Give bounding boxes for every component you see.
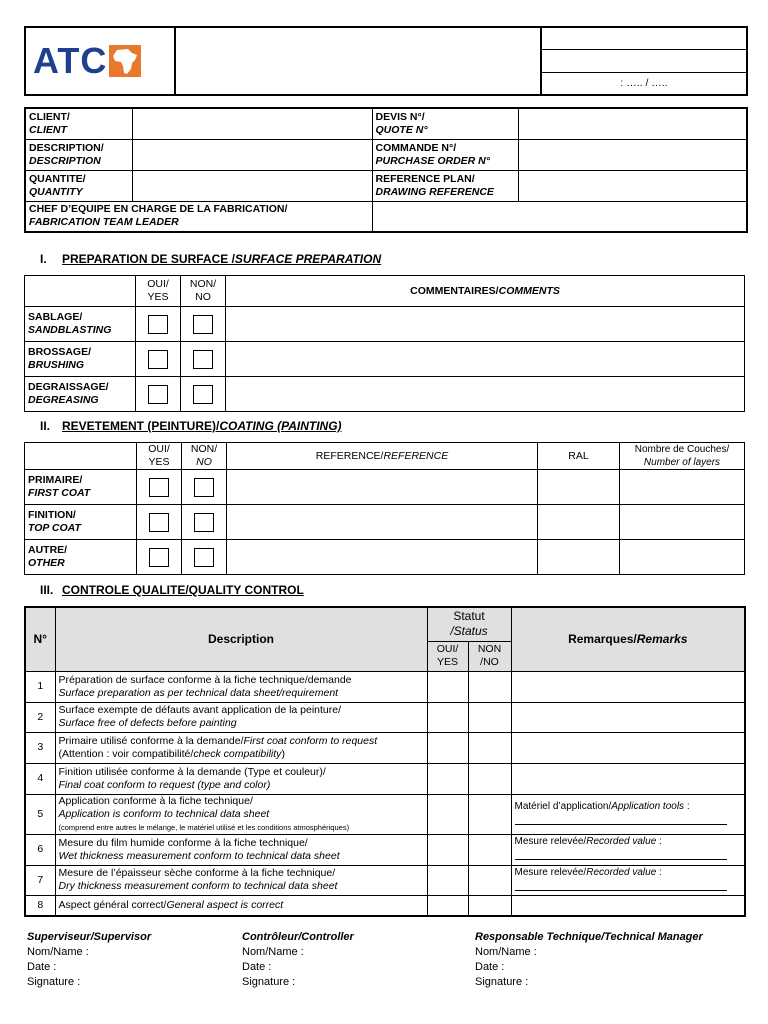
qc-row-number: 6 — [25, 834, 55, 865]
header-date-cell — [541, 72, 747, 95]
brushing-yes-checkbox[interactable] — [148, 350, 168, 369]
degreasing-comment[interactable] — [226, 377, 745, 412]
degreasing-label: DEGRAISSAGE/ DEGREASING — [25, 377, 136, 412]
qc-row-yes[interactable] — [427, 763, 468, 794]
other-coat-ral[interactable] — [538, 540, 620, 575]
qc-row-number: 4 — [25, 763, 55, 794]
qc-row-no[interactable] — [468, 763, 511, 794]
quantity-label: QUANTITE/ QUANTITY — [25, 170, 132, 201]
other-coat-layers[interactable] — [620, 540, 745, 575]
client-value[interactable] — [132, 108, 372, 139]
surface-prep-table — [24, 275, 745, 412]
other-coat-yes-checkbox[interactable] — [149, 548, 169, 567]
first-coat-reference[interactable] — [227, 470, 538, 505]
comments-header: COMMENTAIRES/COMMENTS — [226, 276, 745, 307]
qc-status-header: Statut /Status — [427, 607, 511, 641]
sandblasting-label: SABLAGE/ SANDBLASTING — [25, 307, 136, 342]
signature-field[interactable]: Signature : — [475, 976, 529, 988]
qc-no-status-header: NON /NO — [468, 641, 511, 671]
header-field-1 — [541, 27, 747, 49]
signature-name[interactable]: Nom/Name : — [27, 946, 89, 958]
signature-title: Superviseur/Supervisor — [27, 931, 152, 943]
qc-row-no[interactable] — [468, 732, 511, 763]
remark-line — [515, 879, 727, 891]
sandblasting-no-checkbox[interactable] — [193, 315, 213, 334]
qc-row-remark[interactable]: Mesure relevée/Recorded value : — [511, 834, 745, 865]
qc-row-description: Surface exempte de défauts avant application de la peinture/ Surface free of defects before painting — [55, 702, 427, 732]
qc-row-no[interactable] — [468, 895, 511, 916]
quality-control-table — [24, 606, 746, 917]
qc-row-remark[interactable]: Mesure relevée/Recorded value : — [511, 865, 745, 895]
qc-row-yes[interactable] — [427, 732, 468, 763]
degreasing-yes-cell — [136, 377, 181, 412]
quantity-value[interactable] — [132, 170, 372, 201]
sandblasting-no-cell — [181, 307, 226, 342]
atc-logo — [33, 41, 142, 81]
qc-row-no[interactable] — [468, 865, 511, 895]
header-field-2 — [541, 49, 747, 72]
signature-title: Responsable Technique/Technical Manager — [475, 931, 703, 943]
qc-row-description: Aspect général correct/General aspect is correct — [55, 895, 427, 916]
no-header: NON/ NO — [182, 443, 227, 470]
qc-row-description: Mesure du film humide conforme à la fiche technique/ Wet thickness measurement conform to technical data sheet — [55, 834, 427, 865]
signature-field[interactable]: Signature : — [27, 976, 81, 988]
brushing-no-checkbox[interactable] — [193, 350, 213, 369]
signature-date[interactable]: Date : — [242, 961, 272, 973]
brushing-comment[interactable] — [226, 342, 745, 377]
section3-heading: III. CONTROLE QUALITE/QUALITY CONTROL — [40, 583, 304, 597]
qc-row-no[interactable] — [468, 702, 511, 732]
qc-row-remark[interactable] — [511, 732, 745, 763]
first-coat-layers[interactable] — [620, 470, 745, 505]
qc-row-yes[interactable] — [427, 702, 468, 732]
quote-value[interactable] — [518, 108, 747, 139]
top-coat-yes-checkbox[interactable] — [149, 513, 169, 532]
technical-manager-signature-block — [475, 930, 703, 990]
qc-row-remark[interactable] — [511, 763, 745, 794]
brushing-yes-cell — [136, 342, 181, 377]
remark-line — [515, 813, 727, 825]
qc-row-number: 5 — [25, 794, 55, 834]
qc-row-no[interactable] — [468, 834, 511, 865]
logo-cell — [25, 27, 175, 95]
other-coat-no-cell — [182, 540, 227, 575]
description-label: DESCRIPTION/ DESCRIPTION — [25, 139, 132, 170]
first-coat-no-cell — [182, 470, 227, 505]
africa-icon — [108, 44, 142, 78]
team-leader-value[interactable] — [372, 201, 747, 232]
other-coat-yes-cell — [137, 540, 182, 575]
signature-date[interactable]: Date : — [27, 961, 57, 973]
degreasing-no-checkbox[interactable] — [193, 385, 213, 404]
signature-name[interactable]: Nom/Name : — [242, 946, 304, 958]
drawing-value[interactable] — [518, 170, 747, 201]
qc-row-remark[interactable] — [511, 895, 745, 916]
qc-row-number: 7 — [25, 865, 55, 895]
info-table — [24, 107, 748, 233]
qc-row-yes[interactable] — [427, 865, 468, 895]
coating-table — [24, 442, 745, 575]
brushing-no-cell — [181, 342, 226, 377]
other-coat-label: AUTRE/ OTHER — [25, 540, 137, 575]
sandblasting-comment[interactable] — [226, 307, 745, 342]
quote-label: DEVIS N°/ QUOTE N° — [372, 108, 518, 139]
qc-row-no[interactable] — [468, 671, 511, 702]
signature-title: Contrôleur/Controller — [242, 931, 354, 943]
sandblasting-yes-checkbox[interactable] — [148, 315, 168, 334]
brushing-label: BROSSAGE/ BRUSHING — [25, 342, 136, 377]
header-table — [24, 26, 748, 96]
qc-row-yes[interactable] — [427, 895, 468, 916]
drawing-label: REFERENCE PLAN/ DRAWING REFERENCE — [372, 170, 518, 201]
first-coat-no-checkbox[interactable] — [194, 478, 214, 497]
degreasing-no-cell — [181, 377, 226, 412]
section2-heading: II. REVETEMENT (PEINTURE)/COATING (PAINTING) — [40, 419, 342, 433]
order-label: COMMANDE N°/ PURCHASE ORDER N° — [372, 139, 518, 170]
client-label: CLIENT/ CLIENT — [25, 108, 132, 139]
qc-row-no[interactable] — [468, 794, 511, 834]
top-coat-reference[interactable] — [227, 505, 538, 540]
top-coat-no-cell — [182, 505, 227, 540]
header-title-cell — [175, 27, 541, 95]
top-coat-ral[interactable] — [538, 505, 620, 540]
reference-header: REFERENCE/REFERENCE — [227, 443, 538, 470]
qc-row-description: Primaire utilisé conforme à la demande/First coat conform to request (Attention : voir compatibilité/check compatibility) — [55, 732, 427, 763]
signature-field[interactable]: Signature : — [242, 976, 296, 988]
yes-header: OUI/ YES — [136, 276, 181, 307]
qc-row-yes[interactable] — [427, 794, 468, 834]
description-value[interactable] — [132, 139, 372, 170]
qc-yes-header: OUI/ YES — [427, 641, 468, 671]
top-coat-no-checkbox[interactable] — [194, 513, 214, 532]
supervisor-signature-block — [27, 930, 151, 990]
qc-row-yes[interactable] — [427, 671, 468, 702]
qc-row-remark[interactable] — [511, 702, 745, 732]
remark-line — [515, 848, 727, 860]
qc-row-description: Préparation de surface conforme à la fiche technique/demande Surface preparation as per technical data sheet/requirement — [55, 671, 427, 702]
top-coat-layers[interactable] — [620, 505, 745, 540]
yes-header: OUI/ YES — [137, 443, 182, 470]
sandblasting-yes-cell — [136, 307, 181, 342]
empty-header-cell — [25, 443, 137, 470]
layers-header: Nombre de Couches/ Number of layers — [620, 443, 745, 470]
empty-header-cell — [25, 276, 136, 307]
controller-signature-block — [242, 930, 354, 990]
qc-row-yes[interactable] — [427, 834, 468, 865]
qc-description-header: Description — [55, 607, 427, 671]
qc-row-description: Mesure de l’épaisseur sèche conforme à la fiche technique/ Dry thickness measurement conform to technical data sheet — [55, 865, 427, 895]
first-coat-label: PRIMAIRE/ FIRST COAT — [25, 470, 137, 505]
team-leader-label: CHEF D’EQUIPE EN CHARGE DE LA FABRICATION/ FABRICATION TEAM LEADER — [25, 201, 372, 232]
qc-row-number: 2 — [25, 702, 55, 732]
qc-no-header: N° — [25, 607, 55, 671]
ral-header: RAL — [538, 443, 620, 470]
degreasing-yes-checkbox[interactable] — [148, 385, 168, 404]
first-coat-ral[interactable] — [538, 470, 620, 505]
qc-row-description: Application conforme à la fiche technique/ Application is conform to technical data sheet (comprend entre autres le mélange, le matériel utilisé et les conditions atmosphériques) — [55, 794, 427, 834]
top-coat-yes-cell — [137, 505, 182, 540]
qc-row-number: 1 — [25, 671, 55, 702]
logo-text: ATC — [33, 40, 108, 81]
qc-row-number: 8 — [25, 895, 55, 916]
no-header: NON/ NO — [181, 276, 226, 307]
qc-row-remark[interactable] — [511, 671, 745, 702]
signature-date[interactable]: Date : — [475, 961, 505, 973]
qc-remarks-header: Remarques/Remarks — [511, 607, 745, 671]
qc-row-number: 3 — [25, 732, 55, 763]
other-coat-no-checkbox[interactable] — [194, 548, 214, 567]
first-coat-yes-cell — [137, 470, 182, 505]
first-coat-yes-checkbox[interactable] — [149, 478, 169, 497]
other-coat-reference[interactable] — [227, 540, 538, 575]
section1-heading: I. PREPARATION DE SURFACE /SURFACE PREPARATION — [40, 252, 382, 266]
qc-row-description: Finition utilisée conforme à la demande (Type et couleur)/ Final coat conform to request (type and color) — [55, 763, 427, 794]
order-value[interactable] — [518, 139, 747, 170]
date-placeholder: : ….. / ….. — [620, 76, 668, 89]
qc-row-remark[interactable]: Matériel d’application/Application tools : — [511, 794, 745, 834]
signature-name[interactable]: Nom/Name : — [475, 946, 537, 958]
top-coat-label: FINITION/ TOP COAT — [25, 505, 137, 540]
